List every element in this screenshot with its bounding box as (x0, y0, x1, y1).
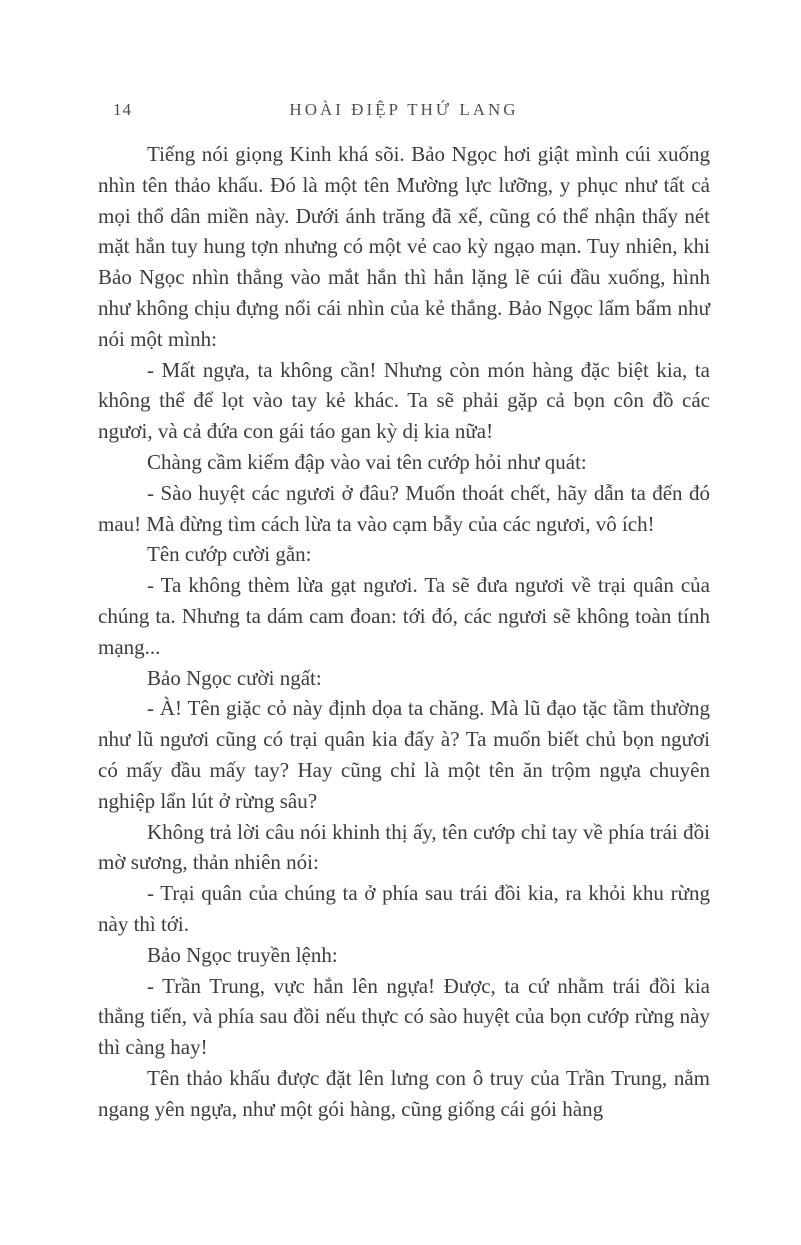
paragraph: Chàng cầm kiếm đập vào vai tên cướp hỏi như quát: (147, 449, 587, 474)
paragraph: Bảo Ngọc truyền lệnh: (147, 942, 338, 967)
running-header (98, 100, 710, 124)
paragraph: Tên cướp cười gằn: (147, 542, 312, 567)
paragraph: - Sào huyệt các ngươi ở đâu? Muốn thoát chết, hãy dẫn ta đến đó mau! Mà đừng tìm cách lừa ta vào cạm bẫy của các ngươi, vô ích! (98, 480, 710, 536)
paragraph: - Mất ngựa, ta không cần! Nhưng còn món hàng đặc biệt kia, ta không thể để lọt vào tay kẻ khác. Ta sẽ phải gặp cả bọn côn đồ các ngươi, và cả đứa con gái táo gan kỳ dị kia nữa! (98, 357, 710, 444)
page-number: 14 (113, 100, 132, 119)
paragraph: - Trần Trung, vực hắn lên ngựa! Được, ta cứ nhằm trái đồi kia thẳng tiến, và phía sau đồi nếu thực có sào huyệt của bọn cướp rừng này thì càng hay! (98, 973, 710, 1060)
running-header-title: HOÀI ĐIỆP THỨ LANG (289, 100, 519, 119)
paragraph: Tên thảo khấu được đặt lên lưng con ô truy của Trần Trung, nằm ngang yên ngựa, như một gói hàng, cũng giống cái gói hàng (98, 1065, 710, 1121)
paragraph: Không trả lời câu nói khinh thị ấy, tên cướp chỉ tay về phía trái đồi mờ sương, thản nhiên nói: (98, 819, 710, 875)
page-body (98, 139, 710, 1125)
paragraph: Bảo Ngọc cười ngất: (147, 665, 322, 690)
paragraph: Tiếng nói giọng Kinh khá sõi. Bảo Ngọc hơi giật mình cúi xuống nhìn tên thảo khấu. Đó là một tên Mường lực lưỡng, y phục như tất cả mọi thổ dân miền này. Dưới ánh trăng đã xế, cũng có thể nhận thấy nét mặt hắn tuy hung tợn nhưng có một vẻ cao kỳ ngạo mạn. Tuy nhiên, khi Bảo Ngọc nhìn thẳng vào mắt hắn thì hắn lặng lẽ cúi đầu xuống, hình như không chịu đựng nổi cái nhìn của kẻ thắng. Bảo Ngọc lẩm bẩm như nói một mình: (98, 142, 710, 351)
paragraph: - Trại quân của chúng ta ở phía sau trái đồi kia, ra khỏi khu rừng này thì tới. (98, 881, 710, 936)
paragraph: - À! Tên giặc cỏ này định dọa ta chăng. Mà lũ đạo tặc tầm thường như lũ ngươi cũng có trại quân kia đấy à? Ta muốn biết chủ bọn ngươi có mấy đầu mấy tay? Hay cũng chỉ là một tên ăn trộm ngựa chuyên nghiệp lẩn lút ở rừng sâu? (98, 696, 710, 813)
paragraph: - Ta không thèm lừa gạt ngươi. Ta sẽ đưa ngươi về trại quân của chúng ta. Nhưng ta dám cam đoan: tới đó, các ngươi sẽ không toàn tính mạng... (98, 573, 710, 659)
